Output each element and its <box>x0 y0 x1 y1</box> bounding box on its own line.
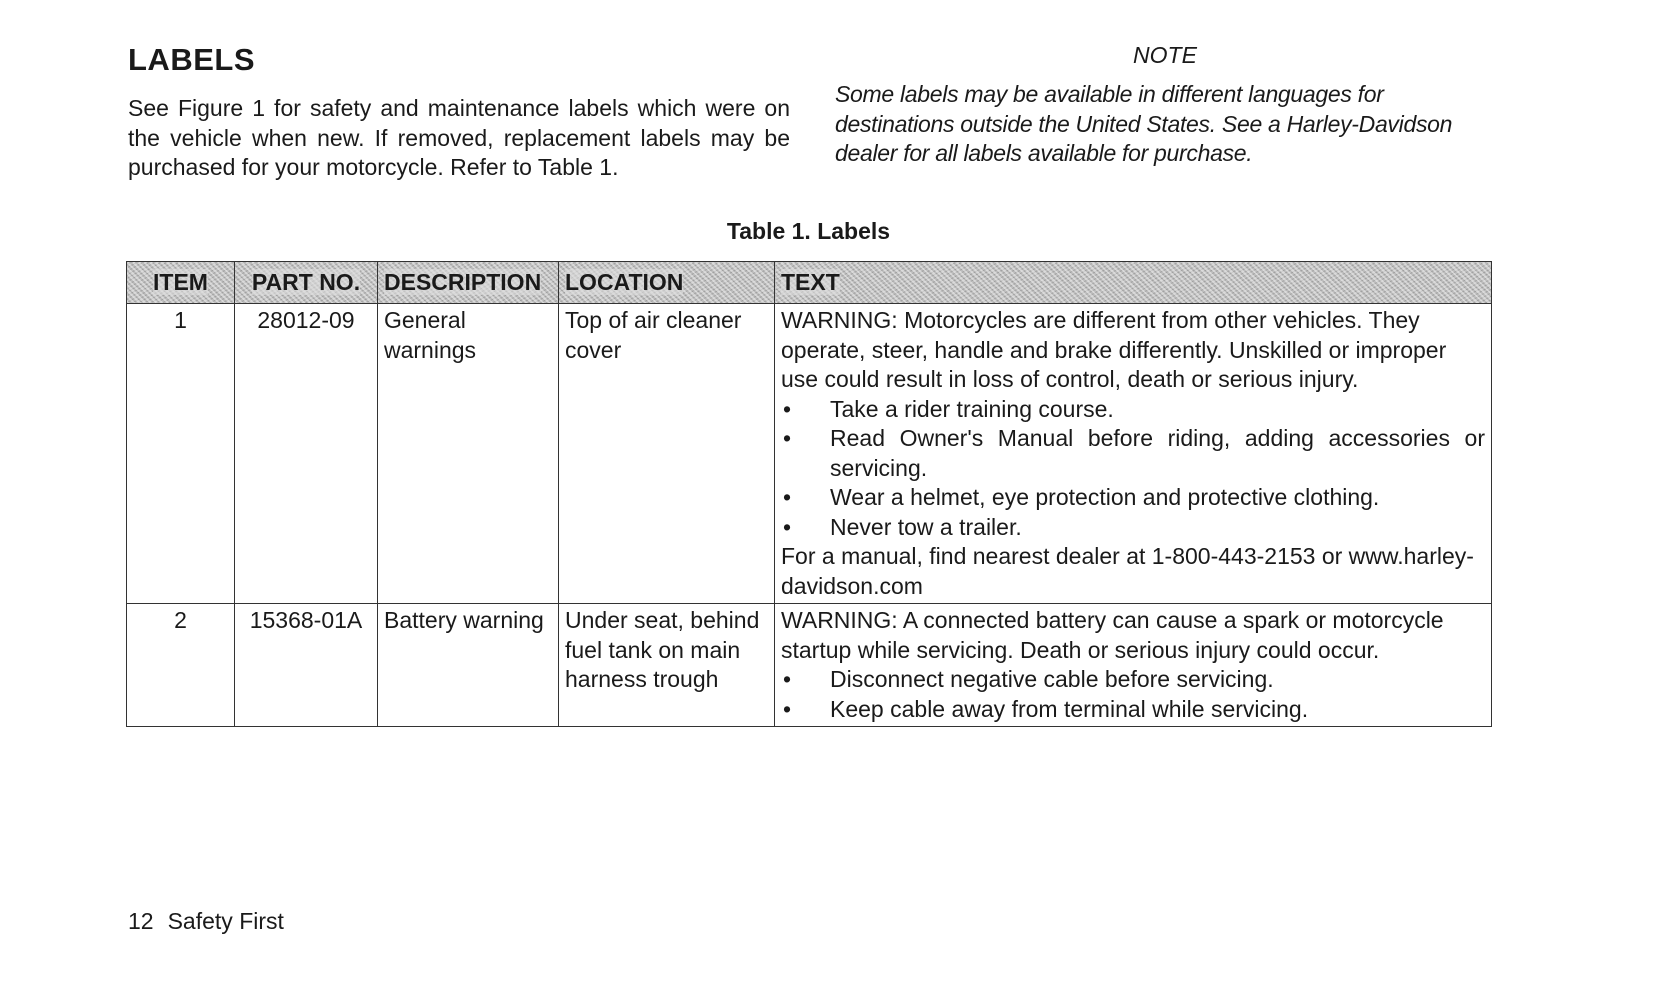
section-name: Safety First <box>167 908 284 934</box>
bullet-item: • Take a rider training course. <box>781 395 1485 425</box>
cell-description: Battery warning <box>378 604 559 727</box>
page-footer <box>128 908 284 935</box>
page-number: 12 <box>128 908 154 934</box>
section-heading: LABELS <box>128 42 255 77</box>
cell-location: Top of air cleaner cover <box>559 304 775 604</box>
cell-text <box>775 604 1492 727</box>
header-location: LOCATION <box>559 262 775 304</box>
cell-text <box>775 304 1492 604</box>
header-text: TEXT <box>775 262 1492 304</box>
cell-part-no: 28012-09 <box>235 304 378 604</box>
intro-paragraph: See Figure 1 for safety and maintenance labels which were on the vehicle when new. If removed, replacement labels may be purchased for your motorcycle. Refer to Table 1. <box>128 95 790 180</box>
bullet-item: • Never tow a trailer. <box>781 513 1485 543</box>
cell-item: 2 <box>127 604 235 727</box>
cell-description: General warnings <box>378 304 559 604</box>
table-caption: Table 1. Labels <box>726 218 891 244</box>
labels-table <box>126 261 1492 727</box>
bullet-item: • Disconnect negative cable before servicing. <box>781 665 1485 695</box>
header-item: ITEM <box>127 262 235 304</box>
table-row <box>127 604 1492 727</box>
table-header-row <box>127 262 1492 304</box>
warning-text: WARNING: Motorcycles are different from other vehicles. They operate, steer, handle and brake differently. Unskilled or improper use could result in loss of control, death or serious injury. <box>781 307 1447 392</box>
header-part-no: PART NO. <box>235 262 378 304</box>
note-title: NOTE <box>1133 42 1197 68</box>
bullet-item: • Wear a helmet, eye protection and protective clothing. <box>781 483 1485 513</box>
dealer-info: For a manual, find nearest dealer at 1-800-443-2153 or www.harley-davidson.com <box>781 543 1474 599</box>
cell-part-no: 15368-01A <box>235 604 378 727</box>
warning-text: WARNING: A connected battery can cause a spark or motorcycle startup while servicing. Death or serious injury could occur. <box>781 607 1444 663</box>
table-row <box>127 304 1492 604</box>
bullet-item: • Keep cable away from terminal while servicing. <box>781 695 1485 725</box>
header-description: DESCRIPTION <box>378 262 559 304</box>
note-text: Some labels may be available in different languages for destinations outside the United States. See a Harley-Davidson dealer for all labels available for purchase. <box>835 81 1453 166</box>
cell-item: 1 <box>127 304 235 604</box>
cell-location: Under seat, behind fuel tank on main harness trough <box>559 604 775 727</box>
bullet-item: • Read Owner's Manual before riding, adding accessories or servicing. <box>781 424 1485 483</box>
